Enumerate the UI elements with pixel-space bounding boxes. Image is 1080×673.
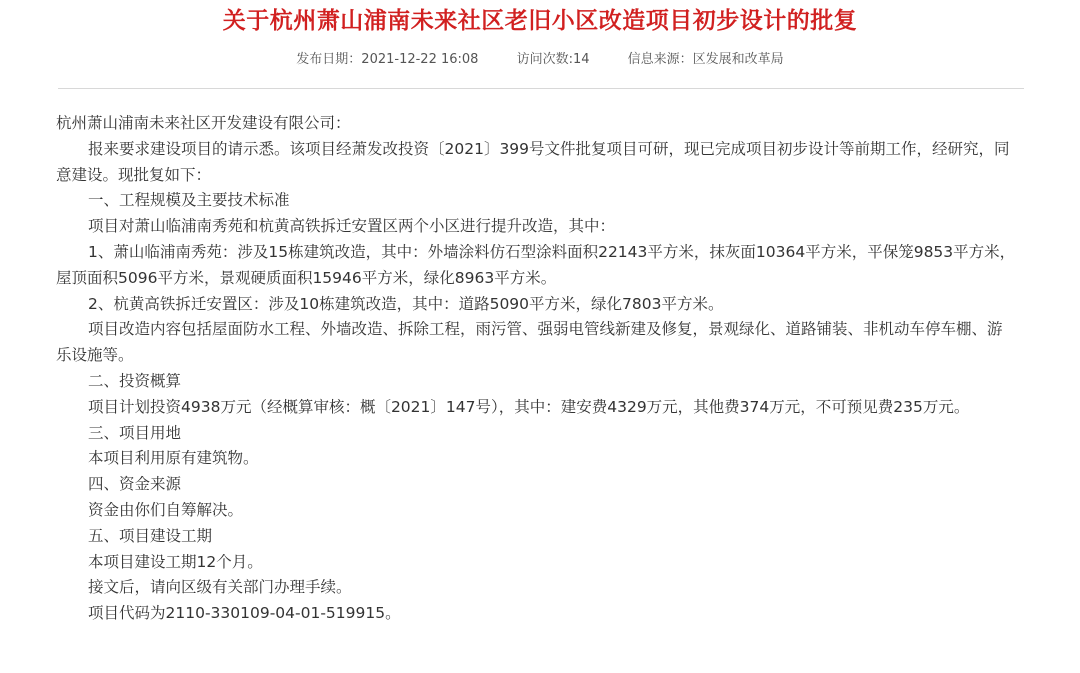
section-heading: 四、资金来源 — [88, 475, 182, 494]
body-paragraph: 本项目建设工期12个月。 — [88, 552, 263, 571]
section-heading: 一、工程规模及主要技术标准 — [88, 191, 290, 210]
info-source: 信息来源：区发展和改革局 — [627, 52, 784, 67]
body-paragraph: 项目对萧山临浦南秀苑和杭黄高铁拆迁安置区两个小区进行提升改造，其中： — [88, 217, 616, 236]
header-divider — [58, 88, 1024, 89]
body-paragraph: 报来要求建设项目的请示悉。该项目经萧发改投资〔2021〕399号文件批复项目可研，现已完成项目初步设计等前期工作，经研究，同意建设。现批复如下： — [56, 139, 1010, 184]
section-heading: 二、投资概算 — [88, 371, 182, 390]
body-paragraph: 2、杭黄高铁拆迁安置区：涉及10栋建筑改造，其中：道路5090平方米，绿化7803平方米。 — [88, 294, 724, 313]
body-paragraph: 1、萧山临浦南秀苑：涉及15栋建筑改造，其中：外墙涂料仿石型涂料面积22143平方米，抹灰面10364平方米，平保笼9853平方米，屋顶面积5096平方米，景观硬质面积15946平方米，绿化8963平方米。 — [56, 242, 1016, 287]
addressee: 杭州萧山浦南未来社区开发建设有限公司： — [56, 114, 351, 132]
article-body — [56, 111, 1016, 627]
body-paragraph: 项目计划投资4938万元（经概算审核：概〔2021〕147号），其中：建安费4329万元，其他费374万元，不可预见费235万元。 — [88, 397, 970, 416]
section-heading: 五、项目建设工期 — [88, 526, 213, 545]
article-meta — [0, 51, 1080, 69]
body-paragraph: 接文后，请向区级有关部门办理手续。 — [88, 578, 352, 597]
body-paragraph: 资金由你们自筹解决。 — [88, 500, 244, 519]
visit-count: 访问次数:14 — [516, 52, 590, 67]
body-paragraph: 本项目利用原有建筑物。 — [88, 449, 259, 468]
article-title: 关于杭州萧山浦南未来社区老旧小区改造项目初步设计的批复 — [222, 8, 858, 34]
section-heading: 三、项目用地 — [88, 423, 182, 442]
project-code: 项目代码为2110-330109-04-01-519915。 — [88, 604, 401, 623]
body-paragraph: 项目改造内容包括屋面防水工程、外墙改造、拆除工程，雨污管、强弱电管线新建及修复，景观绿化、道路铺装、非机动车停车棚、游乐设施等。 — [56, 320, 1003, 365]
publish-date: 发布日期：2021-12-22 16:08 — [296, 52, 479, 67]
